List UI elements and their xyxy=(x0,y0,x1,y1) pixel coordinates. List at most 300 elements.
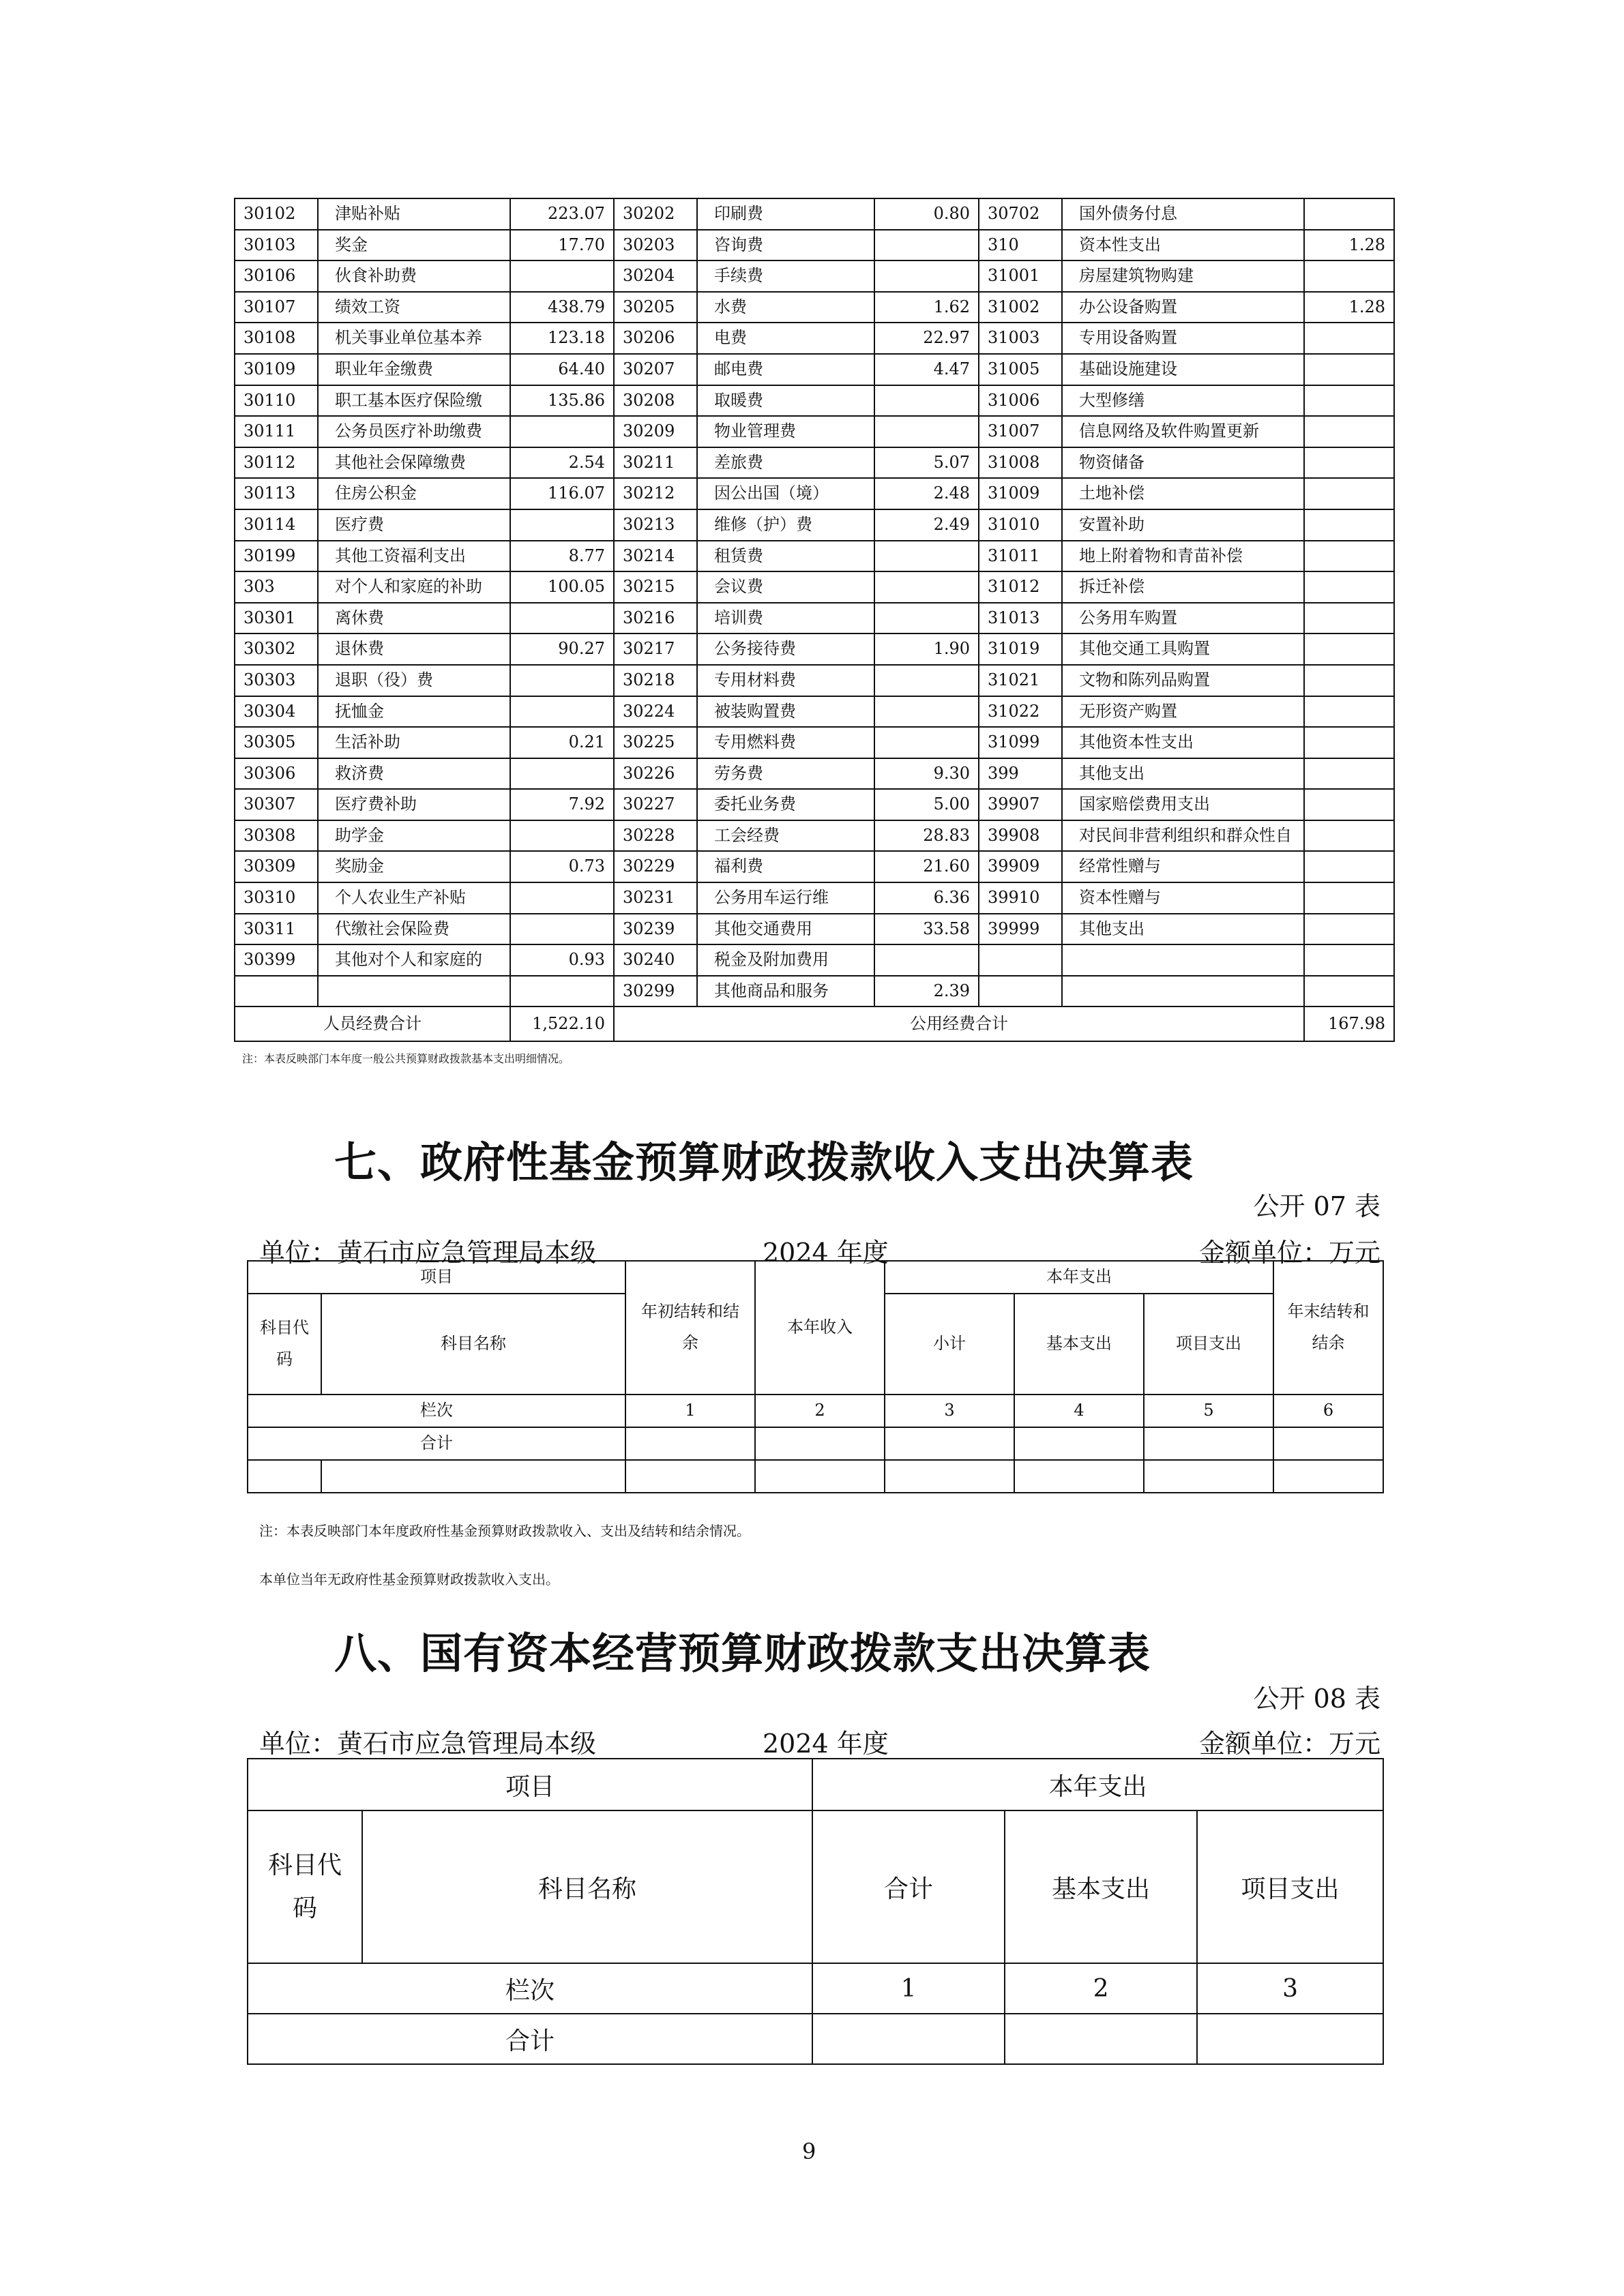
table-cell xyxy=(874,665,979,696)
table-cell xyxy=(1304,416,1394,447)
t8-code-header: 科目代码 xyxy=(248,1810,362,1963)
table-cell: 310 xyxy=(979,230,1062,261)
table-cell xyxy=(1304,820,1394,852)
table-cell: 对民间非营利组织和群众性自 xyxy=(1062,820,1304,852)
table-cell: 30399 xyxy=(235,944,318,976)
table-cell: 办公设备购置 xyxy=(1062,292,1304,323)
t8-total-row xyxy=(248,2014,1383,2064)
table-row xyxy=(235,198,1394,230)
table-cell: 租赁费 xyxy=(697,541,874,572)
table-cell: 2.54 xyxy=(510,447,614,479)
table-cell: 绩效工资 xyxy=(318,292,510,323)
t8-expenditure-header: 本年支出 xyxy=(812,1759,1383,1810)
t7-begin-balance-header: 年初结转和结余 xyxy=(625,1261,755,1395)
table-cell: 税金及附加费用 xyxy=(697,944,874,976)
t8-item-header: 项目 xyxy=(248,1759,812,1810)
section8-title: 八、国有资本经营预算财政拨款支出决算表 xyxy=(334,1628,1151,1678)
table-cell xyxy=(874,696,979,728)
table-cell: 其他资本性支出 xyxy=(1062,727,1304,758)
table-cell: 31006 xyxy=(979,385,1062,417)
t8-total-label: 合计 xyxy=(248,2014,812,2064)
table-cell: 物业管理费 xyxy=(697,416,874,447)
table-cell: 31010 xyxy=(979,509,1062,541)
table-cell: 专用设备购置 xyxy=(1062,323,1304,354)
table-cell: 资本性支出 xyxy=(1062,230,1304,261)
table-cell xyxy=(1304,541,1394,572)
table-cell: 399 xyxy=(979,758,1062,790)
table-row xyxy=(235,541,1394,572)
table-cell: 安置补助 xyxy=(1062,509,1304,541)
table-cell xyxy=(1304,509,1394,541)
table-cell: 30308 xyxy=(235,820,318,852)
table-cell xyxy=(1304,789,1394,820)
table-cell: 30214 xyxy=(614,541,697,572)
table-cell: 对个人和家庭的补助 xyxy=(318,571,510,603)
table-cell: 1.28 xyxy=(1304,230,1394,261)
table-row xyxy=(235,416,1394,447)
table-cell xyxy=(1304,758,1394,790)
table-cell: 委托业务费 xyxy=(697,789,874,820)
table-cell: 劳务费 xyxy=(697,758,874,790)
table-cell xyxy=(1304,603,1394,634)
table-cell: 无形资产购置 xyxy=(1062,696,1304,728)
table-cell: 31005 xyxy=(979,354,1062,385)
table-cell: 30205 xyxy=(614,292,697,323)
table-row xyxy=(235,665,1394,696)
table-cell: 31009 xyxy=(979,478,1062,509)
table-cell: 30106 xyxy=(235,260,318,292)
table-row xyxy=(235,851,1394,882)
section7-title: 七、政府性基金预算财政拨款收入支出决算表 xyxy=(334,1137,1194,1187)
table-cell: 6.36 xyxy=(874,882,979,914)
t7-name-header: 科目名称 xyxy=(321,1294,625,1395)
table-cell: 培训费 xyxy=(697,603,874,634)
table-cell: 其他支出 xyxy=(1062,914,1304,945)
table-cell: 0.80 xyxy=(874,198,979,230)
table-row xyxy=(235,820,1394,852)
t7-end-balance-header: 年末结转和结余 xyxy=(1273,1261,1383,1395)
table-cell: 30209 xyxy=(614,416,697,447)
table-cell: 大型修缮 xyxy=(1062,385,1304,417)
table-cell: 31007 xyxy=(979,416,1062,447)
table-cell: 福利费 xyxy=(697,851,874,882)
section7-note: 注：本表反映部门本年度政府性基金预算财政拨款收入、支出及结转和结余情况。 xyxy=(259,1523,750,1539)
table-cell xyxy=(1304,914,1394,945)
section7-currency: 金额单位：万元 xyxy=(1198,1238,1381,1268)
table-cell xyxy=(1304,633,1394,665)
table-cell: 2.49 xyxy=(874,509,979,541)
table-cell: 30206 xyxy=(614,323,697,354)
table-cell xyxy=(510,882,614,914)
table-cell xyxy=(1062,944,1304,976)
table-cell xyxy=(510,260,614,292)
table-cell: 邮电费 xyxy=(697,354,874,385)
table-cell: 5.00 xyxy=(874,789,979,820)
table-cell xyxy=(510,976,614,1007)
t7-code-header: 科目代码 xyxy=(248,1294,321,1395)
basic-expenditure-detail-table xyxy=(234,198,1395,1042)
table-cell: 30213 xyxy=(614,509,697,541)
table-cell xyxy=(510,758,614,790)
table-cell: 303 xyxy=(235,571,318,603)
t7-col-number: 1 xyxy=(625,1395,755,1427)
table-cell xyxy=(1304,944,1394,976)
table-cell: 30239 xyxy=(614,914,697,945)
table-cell: 21.60 xyxy=(874,851,979,882)
table-cell: 30215 xyxy=(614,571,697,603)
t8-col-number: 2 xyxy=(1005,1963,1197,2014)
table-cell: 30112 xyxy=(235,447,318,479)
table-cell: 30216 xyxy=(614,603,697,634)
table-cell: 其他工资福利支出 xyxy=(318,541,510,572)
table-cell: 其他交通费用 xyxy=(697,914,874,945)
table-cell: 30224 xyxy=(614,696,697,728)
table-cell: 离休费 xyxy=(318,603,510,634)
table-row xyxy=(235,789,1394,820)
table-row xyxy=(235,354,1394,385)
table-cell: 退休费 xyxy=(318,633,510,665)
table-cell: 30110 xyxy=(235,385,318,417)
table-cell: 伙食补助费 xyxy=(318,260,510,292)
table1-note: 注：本表反映部门本年度一般公共预算财政拨款基本支出明细情况。 xyxy=(242,1052,570,1065)
table-cell: 信息网络及软件购置更新 xyxy=(1062,416,1304,447)
table-cell: 64.40 xyxy=(510,354,614,385)
table-cell: 31001 xyxy=(979,260,1062,292)
section7-remark: 本单位当年无政府性基金预算财政拨款收入支出。 xyxy=(259,1571,559,1587)
table-cell: 30203 xyxy=(614,230,697,261)
table-cell: 135.86 xyxy=(510,385,614,417)
table-cell xyxy=(874,230,979,261)
table-cell: 7.92 xyxy=(510,789,614,820)
t8-col-number: 1 xyxy=(812,1963,1005,2014)
table-cell: 1.90 xyxy=(874,633,979,665)
table-cell xyxy=(874,541,979,572)
table-cell: 0.21 xyxy=(510,727,614,758)
table-cell: 31003 xyxy=(979,323,1062,354)
table-cell xyxy=(235,976,318,1007)
t8-project-header: 项目支出 xyxy=(1197,1810,1383,1963)
table-cell: 31011 xyxy=(979,541,1062,572)
table-cell: 31022 xyxy=(979,696,1062,728)
section7-form-no: 公开 07 表 xyxy=(1253,1191,1381,1221)
table-cell xyxy=(979,944,1062,976)
table-cell: 4.47 xyxy=(874,354,979,385)
table-cell: 28.83 xyxy=(874,820,979,852)
table-cell: 医疗费 xyxy=(318,509,510,541)
table-cell xyxy=(1304,571,1394,603)
table-cell: 住房公积金 xyxy=(318,478,510,509)
table-cell: 1.62 xyxy=(874,292,979,323)
section7-unit: 单位：黄石市应急管理局本级 xyxy=(259,1238,597,1268)
table-row xyxy=(235,323,1394,354)
section8-form-no: 公开 08 表 xyxy=(1253,1684,1381,1714)
t7-expenditure-header: 本年支出 xyxy=(885,1261,1273,1294)
table-cell: 5.07 xyxy=(874,447,979,479)
table-cell: 31021 xyxy=(979,665,1062,696)
table-row xyxy=(235,882,1394,914)
t7-column-number-row xyxy=(248,1395,1383,1427)
page-number: 9 xyxy=(802,2138,816,2164)
table-cell: 2.48 xyxy=(874,478,979,509)
table-cell: 会议费 xyxy=(697,571,874,603)
table-cell: 文物和陈列品购置 xyxy=(1062,665,1304,696)
table-cell: 手续费 xyxy=(697,260,874,292)
table-cell: 30303 xyxy=(235,665,318,696)
table-cell: 438.79 xyxy=(510,292,614,323)
table-cell: 基础设施建设 xyxy=(1062,354,1304,385)
table-cell: 公务用车运行维 xyxy=(697,882,874,914)
table-cell: 30103 xyxy=(235,230,318,261)
t8-col-number: 3 xyxy=(1197,1963,1383,2014)
table-cell: 31013 xyxy=(979,603,1062,634)
table-cell: 公务用车购置 xyxy=(1062,603,1304,634)
public-total-value: 167.98 xyxy=(1304,1007,1394,1041)
table-cell: 0.73 xyxy=(510,851,614,882)
t7-basic-header: 基本支出 xyxy=(1014,1294,1144,1395)
table-cell: 123.18 xyxy=(510,323,614,354)
table-cell: 33.58 xyxy=(874,914,979,945)
table-cell: 30102 xyxy=(235,198,318,230)
table-cell: 印刷费 xyxy=(697,198,874,230)
t7-income-header: 本年收入 xyxy=(755,1261,885,1395)
table-cell: 退职（役）费 xyxy=(318,665,510,696)
table-cell: 其他商品和服务 xyxy=(697,976,874,1007)
t7-col-number: 4 xyxy=(1014,1395,1144,1427)
table-cell: 奖励金 xyxy=(318,851,510,882)
table-cell xyxy=(874,944,979,976)
table-cell: 资本性赠与 xyxy=(1062,882,1304,914)
table-cell: 30199 xyxy=(235,541,318,572)
table-cell: 职业年金缴费 xyxy=(318,354,510,385)
table-cell: 30109 xyxy=(235,354,318,385)
table-cell: 39907 xyxy=(979,789,1062,820)
table-cell: 30311 xyxy=(235,914,318,945)
table-cell xyxy=(1304,478,1394,509)
t7-col-number: 6 xyxy=(1273,1395,1383,1427)
government-fund-table xyxy=(247,1260,1384,1493)
table-cell: 30207 xyxy=(614,354,697,385)
table-cell: 31019 xyxy=(979,633,1062,665)
table-cell: 土地补偿 xyxy=(1062,478,1304,509)
table-cell: 9.30 xyxy=(874,758,979,790)
t7-total-row xyxy=(248,1427,1383,1460)
table-cell: 17.70 xyxy=(510,230,614,261)
table-cell: 30309 xyxy=(235,851,318,882)
section8-currency: 金额单位：万元 xyxy=(1198,1729,1381,1759)
table-cell xyxy=(1304,260,1394,292)
table-cell: 机关事业单位基本养 xyxy=(318,323,510,354)
table-cell: 30226 xyxy=(614,758,697,790)
table-cell xyxy=(874,385,979,417)
table-cell: 30225 xyxy=(614,727,697,758)
table-row xyxy=(235,976,1394,1007)
table-cell: 工会经费 xyxy=(697,820,874,852)
table-cell: 抚恤金 xyxy=(318,696,510,728)
table-row xyxy=(235,260,1394,292)
table-row xyxy=(235,292,1394,323)
table-cell: 30212 xyxy=(614,478,697,509)
table-cell xyxy=(1304,198,1394,230)
table-cell: 30310 xyxy=(235,882,318,914)
table-cell: 8.77 xyxy=(510,541,614,572)
table-cell: 其他支出 xyxy=(1062,758,1304,790)
table-cell: 30307 xyxy=(235,789,318,820)
section7-year: 2024 年度 xyxy=(763,1238,889,1268)
table-row xyxy=(235,633,1394,665)
table-cell: 30305 xyxy=(235,727,318,758)
table-cell xyxy=(874,727,979,758)
table-cell: 国家赔偿费用支出 xyxy=(1062,789,1304,820)
table-cell: 其他对个人和家庭的 xyxy=(318,944,510,976)
table-cell: 31008 xyxy=(979,447,1062,479)
table-row xyxy=(235,478,1394,509)
table-cell: 水费 xyxy=(697,292,874,323)
table-cell: 223.07 xyxy=(510,198,614,230)
table-cell xyxy=(979,976,1062,1007)
table-cell: 30107 xyxy=(235,292,318,323)
t8-basic-header: 基本支出 xyxy=(1005,1810,1197,1963)
t7-item-header: 项目 xyxy=(248,1261,625,1294)
table-cell: 代缴社会保险费 xyxy=(318,914,510,945)
table-row xyxy=(235,727,1394,758)
t7-col-number: 2 xyxy=(755,1395,885,1427)
table-cell xyxy=(1304,882,1394,914)
table-row xyxy=(235,385,1394,417)
table-cell xyxy=(1304,727,1394,758)
table-cell: 1.28 xyxy=(1304,292,1394,323)
table-cell: 30299 xyxy=(614,976,697,1007)
table-cell: 90.27 xyxy=(510,633,614,665)
table-cell: 39999 xyxy=(979,914,1062,945)
table-cell: 专用燃料费 xyxy=(697,727,874,758)
table-cell: 救济费 xyxy=(318,758,510,790)
table-cell: 地上附着物和青苗补偿 xyxy=(1062,541,1304,572)
personnel-total-label: 人员经费合计 xyxy=(235,1007,510,1041)
table-cell: 39908 xyxy=(979,820,1062,852)
table-cell: 专用材料费 xyxy=(697,665,874,696)
table-cell: 津贴补贴 xyxy=(318,198,510,230)
table-cell xyxy=(1304,323,1394,354)
table-row xyxy=(235,571,1394,603)
table-cell: 其他交通工具购置 xyxy=(1062,633,1304,665)
table-cell: 房屋建筑物购建 xyxy=(1062,260,1304,292)
table-cell: 生活补助 xyxy=(318,727,510,758)
table-cell: 公务接待费 xyxy=(697,633,874,665)
table-cell xyxy=(874,603,979,634)
expense-totals-row xyxy=(235,1007,1394,1041)
table-cell: 个人农业生产补贴 xyxy=(318,882,510,914)
state-capital-table xyxy=(247,1758,1384,2065)
table-cell: 其他社会保障缴费 xyxy=(318,447,510,479)
table-cell: 30304 xyxy=(235,696,318,728)
table-cell: 30114 xyxy=(235,509,318,541)
table-cell xyxy=(1304,851,1394,882)
table-row xyxy=(235,914,1394,945)
table-cell xyxy=(510,509,614,541)
public-total-label: 公用经费合计 xyxy=(614,1007,1304,1041)
table-cell: 物资储备 xyxy=(1062,447,1304,479)
table-cell xyxy=(1304,696,1394,728)
table-cell: 公务员医疗补助缴费 xyxy=(318,416,510,447)
table-cell: 经常性赠与 xyxy=(1062,851,1304,882)
table-cell xyxy=(1062,976,1304,1007)
table-row xyxy=(235,230,1394,261)
table-cell: 30108 xyxy=(235,323,318,354)
table-cell xyxy=(1304,665,1394,696)
table-row xyxy=(235,509,1394,541)
table-cell: 职工基本医疗保险缴 xyxy=(318,385,510,417)
table-row xyxy=(235,696,1394,728)
section8-unit: 单位：黄石市应急管理局本级 xyxy=(259,1729,597,1759)
table-cell xyxy=(1304,976,1394,1007)
table-cell xyxy=(510,914,614,945)
table-cell: 31012 xyxy=(979,571,1062,603)
t8-name-header: 科目名称 xyxy=(362,1810,812,1963)
table-cell: 30229 xyxy=(614,851,697,882)
t8-column-number-row xyxy=(248,1963,1383,2014)
table-row xyxy=(235,447,1394,479)
table-cell: 维修（护）费 xyxy=(697,509,874,541)
table-cell: 电费 xyxy=(697,323,874,354)
table-cell xyxy=(510,820,614,852)
table-cell: 助学金 xyxy=(318,820,510,852)
table-cell xyxy=(874,416,979,447)
table-cell: 差旅费 xyxy=(697,447,874,479)
personnel-total-value: 1,522.10 xyxy=(510,1007,614,1041)
table-cell: 31002 xyxy=(979,292,1062,323)
table-cell xyxy=(1304,354,1394,385)
table-cell: 31099 xyxy=(979,727,1062,758)
table-cell xyxy=(318,976,510,1007)
table-cell: 30228 xyxy=(614,820,697,852)
table-cell xyxy=(510,416,614,447)
table-cell: 取暖费 xyxy=(697,385,874,417)
table-cell: 30211 xyxy=(614,447,697,479)
table-cell: 30240 xyxy=(614,944,697,976)
table-cell xyxy=(510,603,614,634)
t7-total-label: 合计 xyxy=(248,1427,625,1460)
table-cell: 被装购置费 xyxy=(697,696,874,728)
table-cell: 30227 xyxy=(614,789,697,820)
table-row xyxy=(235,603,1394,634)
table-cell: 因公出国（境） xyxy=(697,478,874,509)
table-cell: 0.93 xyxy=(510,944,614,976)
t7-subtotal-header: 小计 xyxy=(885,1294,1014,1395)
table-cell xyxy=(874,571,979,603)
table-row xyxy=(235,758,1394,790)
table-cell: 奖金 xyxy=(318,230,510,261)
table-cell xyxy=(1304,447,1394,479)
table-cell: 30208 xyxy=(614,385,697,417)
t7-col-number: 5 xyxy=(1144,1395,1273,1427)
table-cell: 100.05 xyxy=(510,571,614,603)
table-cell: 医疗费补助 xyxy=(318,789,510,820)
table-cell: 30202 xyxy=(614,198,697,230)
table-cell: 39910 xyxy=(979,882,1062,914)
table-cell: 国外债务付息 xyxy=(1062,198,1304,230)
table-cell: 2.39 xyxy=(874,976,979,1007)
table-row xyxy=(235,944,1394,976)
table-cell xyxy=(510,696,614,728)
table-cell: 22.97 xyxy=(874,323,979,354)
table-cell: 39909 xyxy=(979,851,1062,882)
table-cell: 30702 xyxy=(979,198,1062,230)
table-cell: 30231 xyxy=(614,882,697,914)
table-cell: 30113 xyxy=(235,478,318,509)
table-cell: 30218 xyxy=(614,665,697,696)
t7-project-header: 项目支出 xyxy=(1144,1294,1273,1395)
table-cell: 30306 xyxy=(235,758,318,790)
